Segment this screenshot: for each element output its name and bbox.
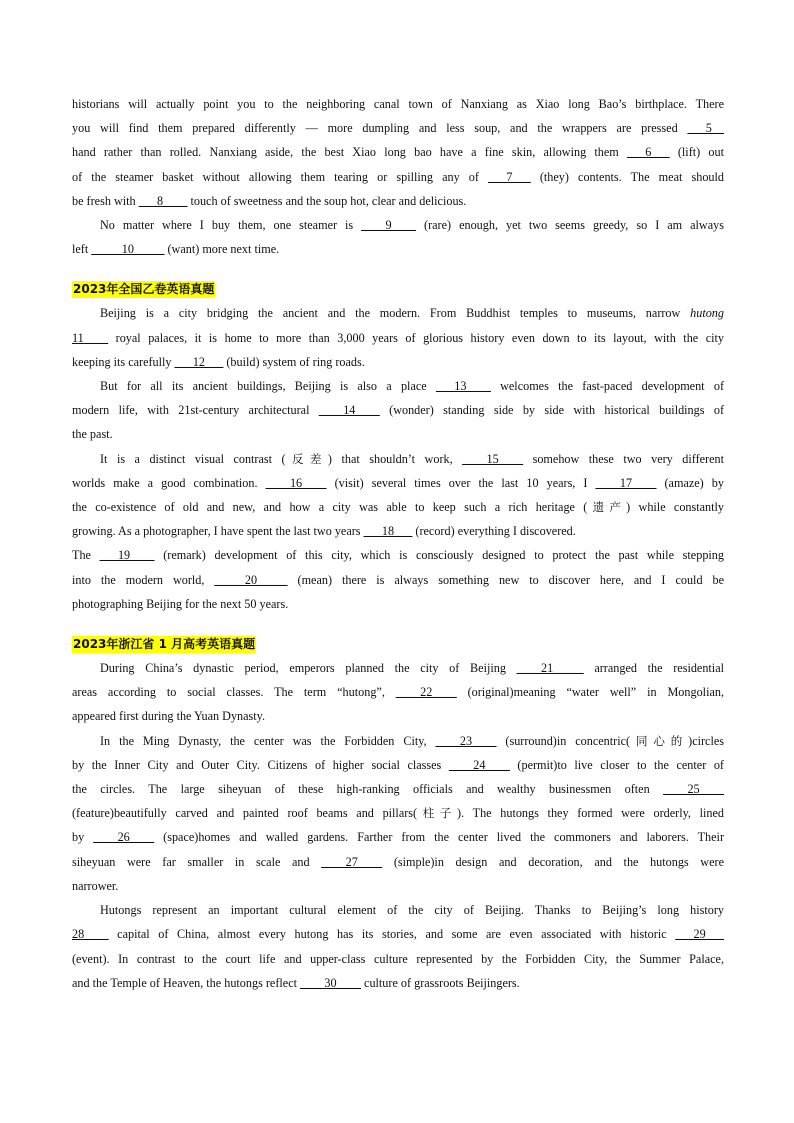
- text-line: be fresh with ___8____ touch of sweetness and the soup hot, clear and delicious.: [72, 193, 467, 208]
- text-line: into the modern world, _____20_____ (mean) there is always something new to discover here, and I could be: [72, 572, 724, 587]
- text-line: the circles. The large siheyuan of these high-ranking officials and wealthy businessmen often ____25____: [72, 782, 724, 797]
- text-line: It is a distinct visual contrast (反差) that shouldn’t work, ____15____ somehow these two very different: [100, 451, 724, 466]
- text-line: historians will actually point you to the neighboring canal town of Nanxiang as Xiao long Bao’s birthplace. There: [72, 97, 724, 111]
- blank-18[interactable]: ___18___: [363, 524, 413, 539]
- text-line: No matter where I buy them, one steamer is ____9____ (rare) enough, yet two seems greedy, so I am always: [100, 218, 724, 233]
- text-line: appeared first during the Yuan Dynasty.: [72, 709, 266, 724]
- blank-15[interactable]: ____15____: [462, 451, 524, 466]
- blank-11[interactable]: 11____: [72, 330, 109, 345]
- section-2-passage: [72, 301, 724, 616]
- text-line: by the Inner City and Outer City. Citizens of higher social classes ____24____ (permit)to live closer to the center of: [72, 757, 724, 772]
- blank-16[interactable]: ____16____: [265, 475, 327, 490]
- blank-6[interactable]: ___6___: [626, 145, 670, 160]
- text-line: you will find them prepared differently — more dumpling and less soup, and the wrappers are pressed ___5__: [72, 121, 724, 136]
- text-line: (event). In contrast to the court life and upper-class culture represented by the Forbidden City, the Summer Palace,: [72, 951, 724, 966]
- text-line: the co-existence of old and new, and how a city was able to keep such a rich heritage (遗产) while constantly: [72, 500, 725, 515]
- text-line: photographing Beijing for the next 50 years.: [72, 596, 289, 611]
- blank-26[interactable]: ____26____: [93, 830, 155, 845]
- section-3-passage: [72, 656, 724, 995]
- blank-17[interactable]: ____17____: [595, 475, 657, 490]
- blank-8[interactable]: ___8____: [138, 193, 188, 208]
- document-page: [72, 92, 724, 995]
- blank-28[interactable]: 28____: [72, 927, 109, 942]
- blank-12[interactable]: ___12___: [174, 354, 224, 369]
- text-line: Beijing is a city bridging the ancient and the modern. From Buddhist temples to museums, narrow hutong: [100, 306, 724, 321]
- section-1-passage: [72, 92, 724, 261]
- text-line: by ____26____ (space)homes and walled gardens. Farther from the center lived the commoners and laborers. Their: [72, 830, 725, 845]
- blank-27[interactable]: ____27____: [321, 854, 383, 869]
- text-line: During China’s dynastic period, emperors planned the city of Beijing ____21_____ arranged the residential: [100, 661, 724, 676]
- text-line: But for all its ancient buildings, Beijing is also a place ___13____ welcomes the fast-paced development of: [100, 379, 725, 394]
- text-line: 11____ royal palaces, it is home to more than 3,000 years of glorious history even down to its layout, with the city: [72, 330, 724, 345]
- text-line: the past.: [72, 427, 113, 442]
- blank-13[interactable]: ___13____: [435, 379, 491, 394]
- text-line: of the steamer basket without allowing them tearing or spilling any of ___7___ (they) contents. The meat should: [72, 169, 724, 184]
- text-line: worlds make a good combination. ____16____ (visit) several times over the last 10 years, I ____17____ (amaze) by: [72, 475, 724, 490]
- blank-19[interactable]: ___19____: [99, 548, 155, 563]
- blank-7[interactable]: ___7___: [488, 169, 531, 184]
- blank-25[interactable]: ____25____: [663, 782, 724, 797]
- blank-24[interactable]: ____24____: [448, 757, 510, 772]
- section-heading: 2023年浙江省 1 月高考英语真题: [73, 636, 256, 651]
- text-line: and the Temple of Heaven, the hutongs reflect ____30____ culture of grassroots Beijingers.: [72, 975, 520, 990]
- blank-20[interactable]: _____20_____: [214, 572, 288, 587]
- section-3-heading-row: [72, 632, 724, 656]
- blank-22[interactable]: ____22____: [395, 685, 457, 700]
- section-heading: 2023年全国乙卷英语真题: [73, 281, 215, 296]
- blank-9[interactable]: ____9____: [361, 218, 417, 233]
- text-line: (feature)beautifully carved and painted roof beams and pillars(柱子). The hutongs they formed were orderly, lined: [72, 806, 725, 821]
- text-line: areas according to social classes. The term “hutong”, ____22____ (original)meaning “water well” in Mongolian,: [72, 685, 725, 700]
- text-line: The ___19____ (remark) development of this city, which is consciously designed to protect the past while stepping: [72, 548, 724, 563]
- text-line: 28____ capital of China, almost every hutong has its stories, and some are even associated with historic ___29___: [72, 927, 724, 942]
- blank-21[interactable]: ____21_____: [516, 661, 584, 676]
- text-line: In the Ming Dynasty, the center was the Forbidden City, ____23____ (surround)in concentric(同心的)circles: [100, 733, 725, 748]
- text-line: narrower.: [72, 878, 119, 893]
- text-line: Hutongs represent an important cultural element of the city of Beijing. Thanks to Beijing’s long history: [100, 903, 724, 918]
- blank-14[interactable]: ____14____: [318, 403, 380, 418]
- text-line: siheyuan were far smaller in scale and ____27____ (simple)in design and decoration, and the hutongs were: [72, 854, 724, 869]
- blank-10[interactable]: _____10_____: [91, 242, 165, 257]
- text-line: modern life, with 21st-century architectural ____14____ (wonder) standing side by side with historical buildings of: [72, 403, 725, 418]
- text-line: growing. As a photographer, I have spent the last two years ___18___ (record) everything I discovered.: [72, 524, 576, 539]
- text-line: left _____10_____ (want) more next time.: [72, 242, 280, 257]
- text-line: hand rather than rolled. Nanxiang aside, the best Xiao long bao have a fine skin, allowing them ___6___ (lift) out: [72, 145, 724, 160]
- blank-29[interactable]: ___29___: [675, 927, 724, 942]
- blank-5[interactable]: ___5__: [687, 121, 724, 136]
- section-2-heading-row: [72, 277, 724, 301]
- blank-30[interactable]: ____30____: [300, 975, 361, 990]
- text-line: keeping its carefully ___12___ (build) system of ring roads.: [72, 354, 365, 369]
- blank-23[interactable]: ____23____: [435, 733, 497, 748]
